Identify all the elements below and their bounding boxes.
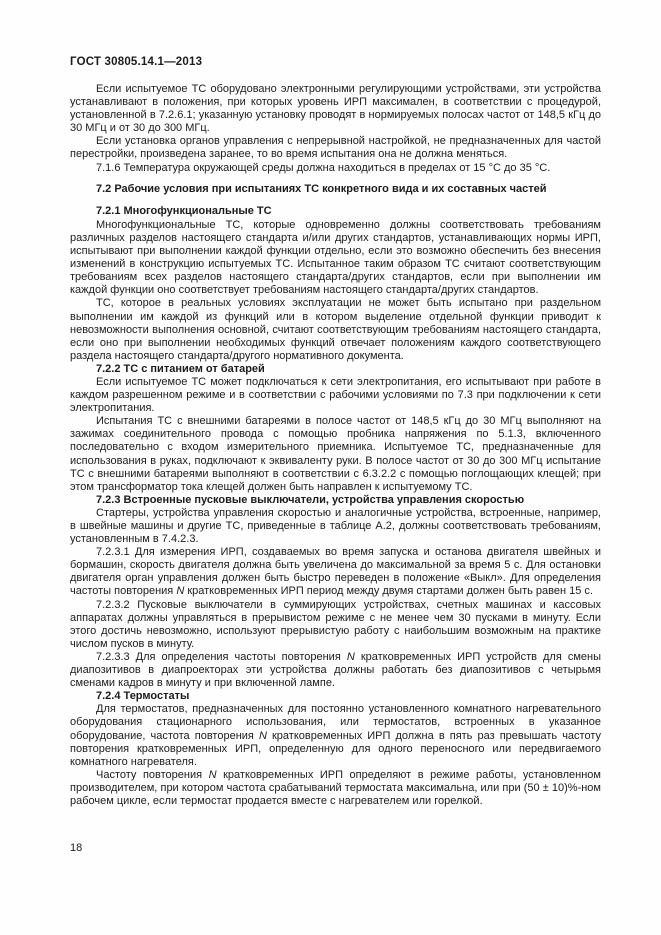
paragraph-thermostats-repetition-rate: Частоту повторения N кратковременных ИРП определяют в режиме работы, установленном производителем, при котором частота срабатываний термостата максимальна, или при (50 ± 10)%-ном рабочем цикле, если термостат продается вместе с нагревателем или горелкой. [70, 768, 601, 807]
paragraph-thermostats-stationary-heaters: Для термостатов, предназначенных для постоянно установленного комнатного нагревательного оборудования стационарного использования, или термостатов, встроенных в указанное оборудование, частота повторения N кратковременных ИРП должна в пять раз превышать частоту повторения кратковременных ИРП, определенную для одного переносного или передвигаемого комнатного нагревателя. [70, 703, 601, 768]
paragraph-7-2-3-2-start-switches: 7.2.3.2 Пусковые выключатели в суммирующих устройствах, счетных машинах и кассовых аппаратах должны управляться в прерывистом режиме с не менее чем 30 пусками в минуту. Если этого достичь невозможно, используют прерывистую работу с наибольшим возможным на практике числом пусков в минуту. [70, 598, 601, 650]
paragraph-starters-speed-control: Стартеры, устройства управления скоростью и аналогичные устройства, встроенные, например, в швейные машины и другие ТС, приведенные в таблице А.2, должны соответствовать требованиям, установленным в 7.4.2.3. [70, 506, 601, 546]
paragraph-7-2-3-1-motor-start-stop: 7.2.3.1 Для измерения ИРП, создаваемых во время запуска и останова двигателя швейных и бормашин, скорость двигателя должна быть увеличена до максимальной за время 5 с. Для остановки двигателя орган управления должен быть быстро переведен в положение «Выкл». Для определения частоты повторения N кратковременных ИРП период между двумя стартами должен быть равен 15 с. [70, 546, 601, 598]
paragraph-electronic-regulators: Если испытуемое ТС оборудовано электронными регулирующими устройствами, эти устройства устанавливают в положения, при которых уровень ИРП максимален, в соответствии с процедурой, установленной в 7.2.6.1; указанную установку проводят в нормируемых полосах частот от 148,5 кГц до 30 МГц и от 30 до 300 МГц. [70, 83, 601, 135]
paragraph-multifunctional-ts-requirements: Многофункциональные ТС, которые одновременно должны соответствовать требованиям различных разделов настоящего стандарта и/или других стандартов, устанавливающих нормы ИРП, испытывают при выполнении каждой функции отдельно, если это возможно обеспечить без внесения изменений в конструкцию испытуемых ТС. Испытанное таким образом ТС считают соответствующим требованиям всех разделов настоящего стандарта/других стандартов, если при выполнении им каждой функции оно соответствует требованиям настоящего стандарта/других стандартов. [70, 218, 601, 297]
heading-7-2-operating-conditions: 7.2 Рабочие условия при испытаниях ТС конкретного вида и их составных частей [96, 182, 547, 195]
heading-7-2-3-built-in-switches: 7.2.3 Встроенные пусковые выключатели, устройства управления скоростью [96, 493, 525, 506]
paragraph-7-1-6-ambient-temperature: 7.1.6 Температура окружающей среды должна находиться в пределах от 15 °С до 35 °С. [96, 161, 551, 174]
heading-7-2-1-multifunctional-ts: 7.2.1 Многофункциональные ТС [96, 204, 272, 217]
document-header-standard-number: ГОСТ 30805.14.1—2013 [70, 56, 203, 68]
paragraph-mains-connection-testing: Если испытуемое ТС может подключаться к сети электропитания, его испытывают при работе в каждом разрешенном режиме и в соответствии с рабочими условиями по 7.3 при подключении к сети электропитания. [70, 375, 601, 415]
heading-7-2-4-thermostats: 7.2.4 Термостаты [96, 690, 190, 703]
document-body [70, 83, 601, 808]
heading-7-2-2-battery-powered-ts: 7.2.2 ТС с питанием от батарей [96, 362, 265, 375]
paragraph-external-battery-testing: Испытания ТС с внешними батареями в полосе частот от 148,5 кГц до 30 МГц выполняют на зажимах соединительного провода с помощью пробника напряжения по 5.1.3, включенного последовательно с входом измерительного приемника. Испытуемое ТС, предназначенные для использования в руках, подключают к эквиваленту руки. В полосе частот от 30 до 300 МГц испытание ТС с внешними батареями выполняют в соответствии с 6.3.2.2 с помощью поглощающих клещей; при этом трансформатор тока клещей должен быть направлен к испытуемому ТС. [70, 415, 601, 493]
paragraph-7-2-3-3-slide-projectors: 7.2.3.3 Для определения частоты повторения N кратковременных ИРП устройств для смены диапозитивов в диапроекторах эти устройства должны работать без диапозитивов с четырьмя сменами кадров в минуту и при включенной лампе. [70, 650, 601, 690]
paragraph-continuous-tuning-controls: Если установка органов управления с непрерывной настройкой, не предназначенных для частой перестройки, произведена заранее, то во время испытания она не должна меняться. [70, 135, 601, 161]
paragraph-ts-inseparable-functions: ТС, которое в реальных условиях эксплуатации не может быть испытано при раздельном выполнении им каждой из функций или в котором выделение отдельной функции приводит к невозможности выполнения основной, считают соответствующим требованиям настоящего стандарта, если оно при выполнении необходимых функций отвечает положениям каждого соответствующего раздела настоящего стандарта/другого нормативного документа. [70, 297, 601, 362]
page-number: 18 [70, 842, 83, 854]
